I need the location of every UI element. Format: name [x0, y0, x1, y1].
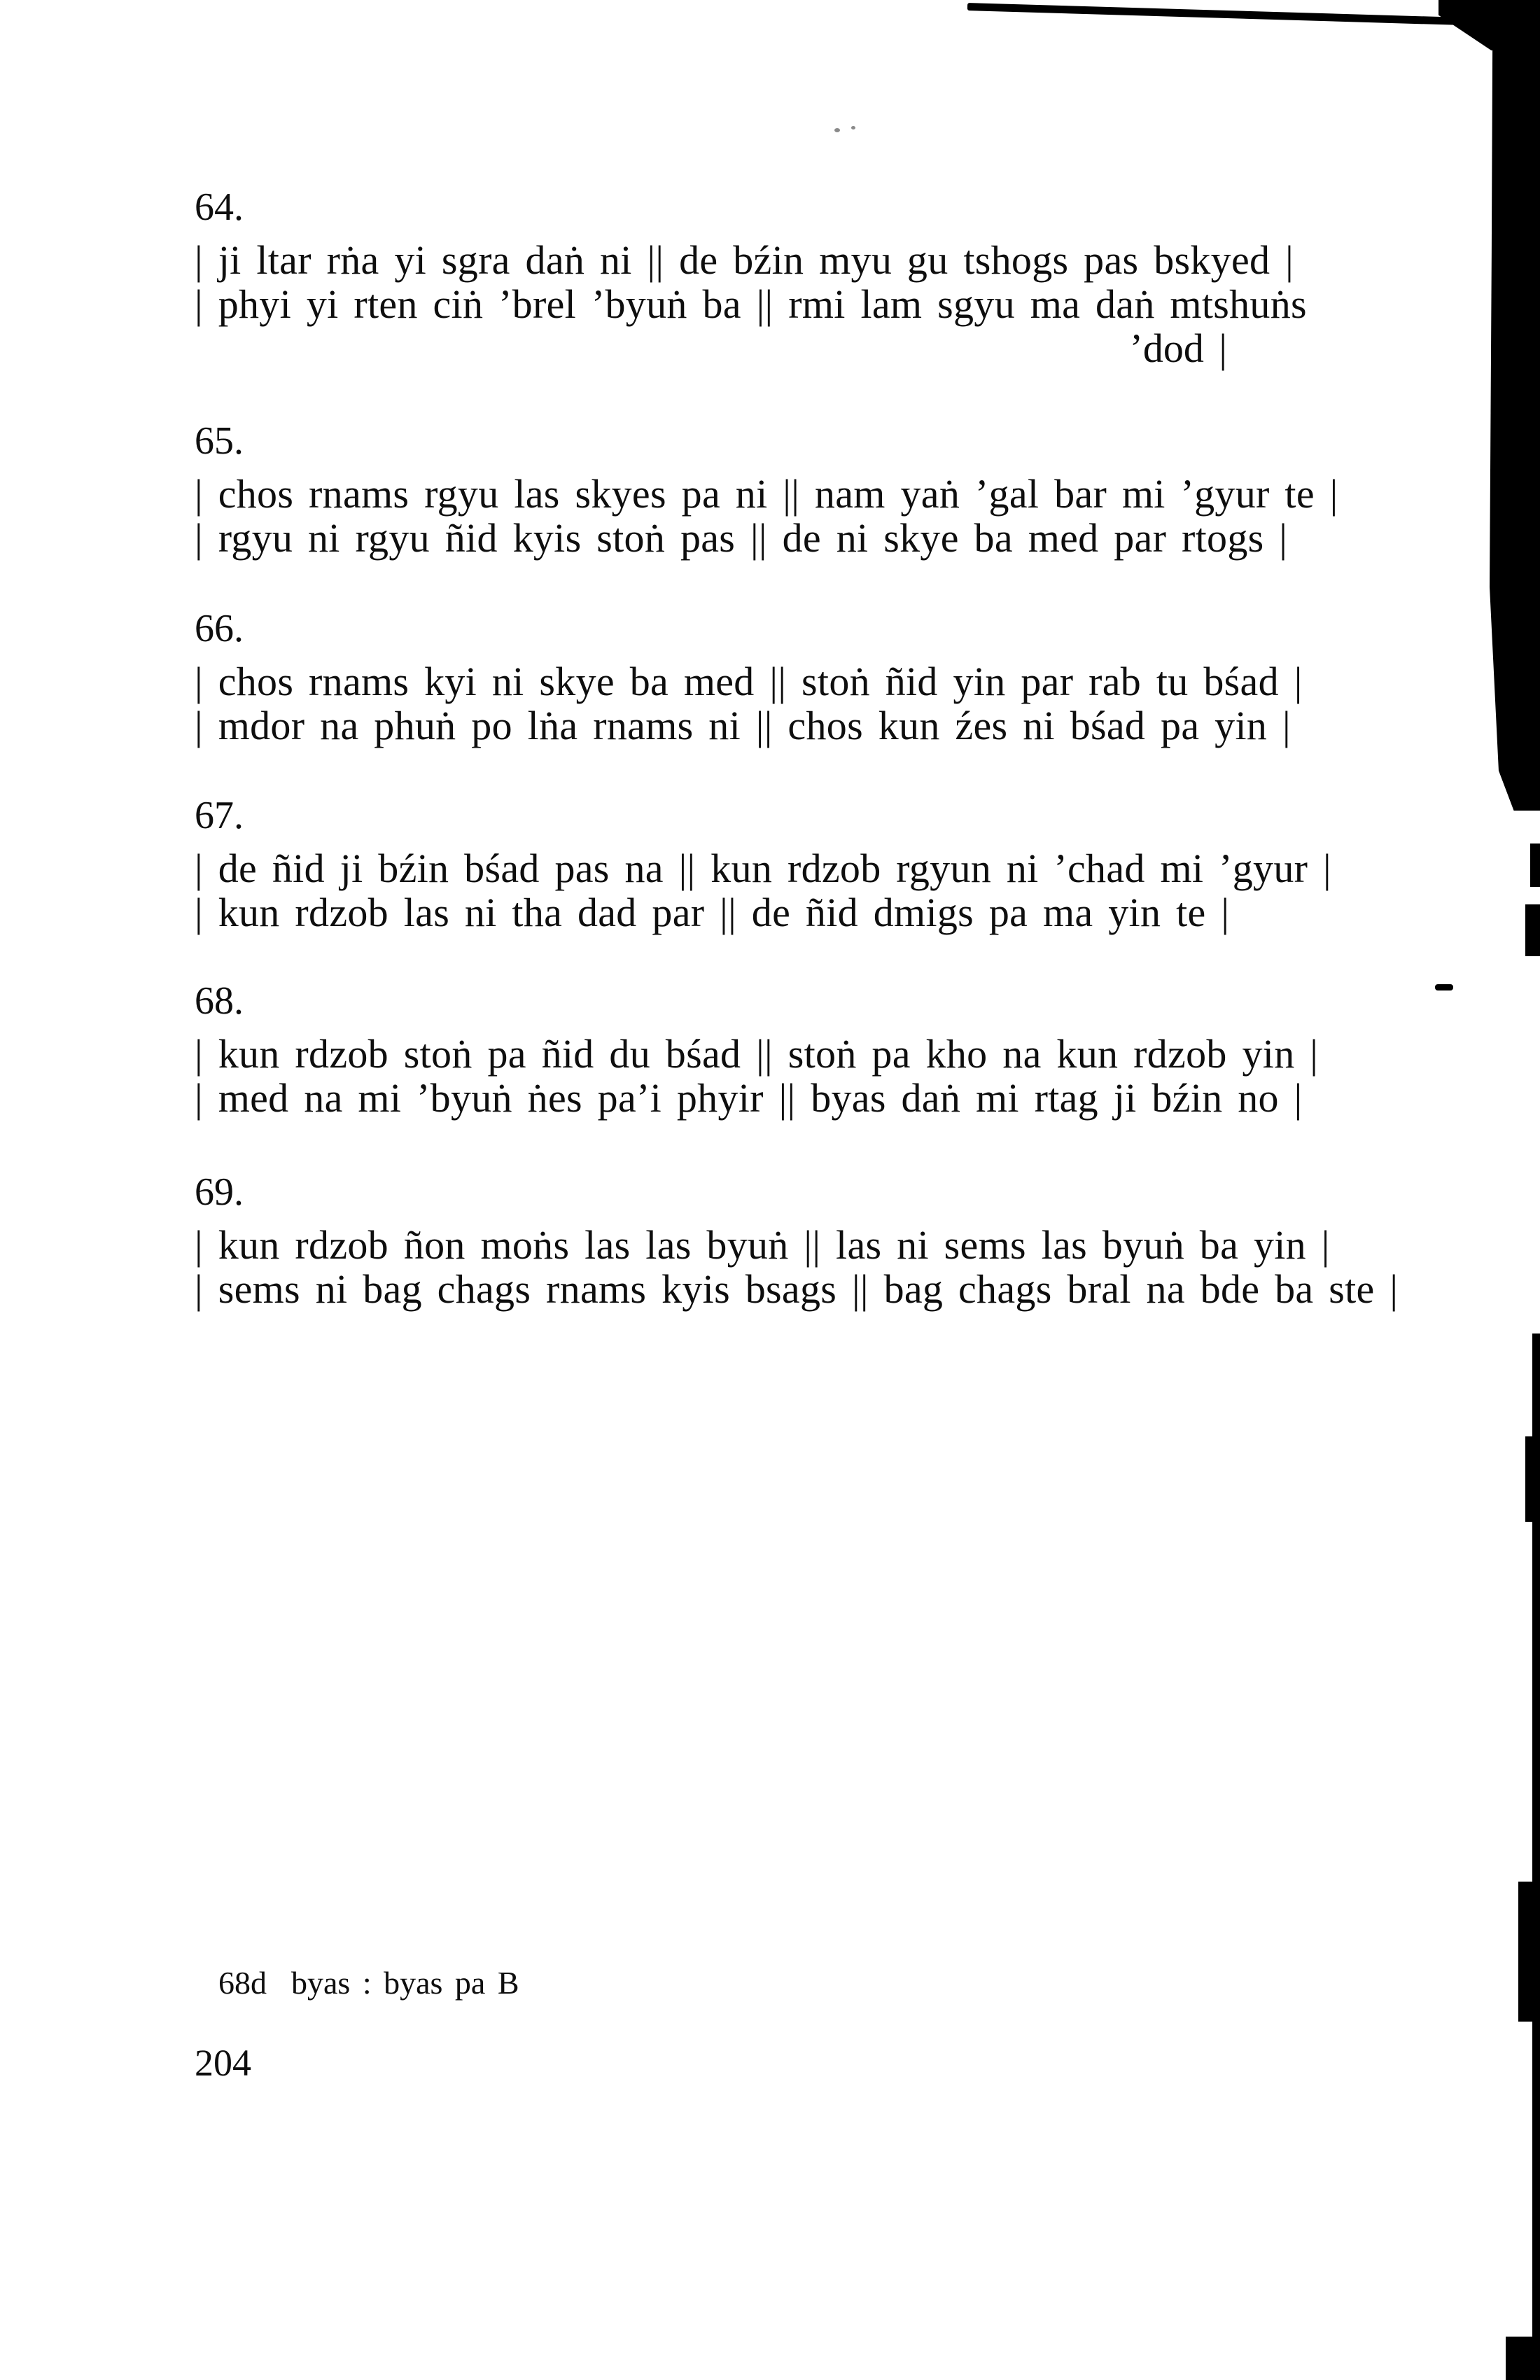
- verse-64: [195, 188, 1371, 370]
- scan-artifact-stray-dash: [1435, 984, 1453, 990]
- verse-line: | chos rnams kyi ni skye ba med || stoṅ ñid yin par rab tu bśad |: [195, 659, 1303, 704]
- verse-number: 69.: [195, 1170, 244, 1214]
- verse-line: | rgyu ni rgyu ñid kyis stoṅ pas || de ni skye ba med par rtogs |: [195, 515, 1288, 561]
- verse-line: | sems ni bag chags rnams kyis bsags || bag chags bral na bde ba ste |: [195, 1266, 1399, 1312]
- verse-69: [195, 1170, 1399, 1312]
- scan-artifact-edge-mark: [1525, 904, 1540, 956]
- verse-continuation-line: ’dod |: [1129, 326, 1227, 371]
- verse-line: | kun rdzob stoṅ pa ñid du bśad || stoṅ pa kho na kun rdzob yin |: [195, 1031, 1319, 1077]
- verse-67: [195, 796, 1371, 934]
- verse-line: | med na mi ’byuṅ ṅes pa’i phyir || byas daṅ mi rtag ji bźin no |: [195, 1075, 1303, 1121]
- scan-artifact-edge-mark: [1518, 1882, 1540, 2022]
- critical-apparatus-footnote: 68d byas : byas pa B: [218, 1965, 519, 2001]
- scan-artifact-edge-mark: [1525, 1436, 1540, 1522]
- scan-artifact-diagonal-streak: [967, 3, 1487, 26]
- verse-65: [195, 421, 1371, 560]
- verse-line: | kun rdzob las ni tha dad par || de ñid dmigs pa ma yin te |: [195, 890, 1230, 935]
- verse-line: | phyi yi rten ciṅ ’brel ’byuṅ ba || rmi lam sgyu ma daṅ mtshuṅs: [195, 281, 1307, 327]
- scan-artifact-speck: [851, 126, 855, 130]
- page-number: 204: [195, 2042, 251, 2084]
- scan-artifact-edge-mark: [1530, 844, 1540, 887]
- verse-number: 67.: [195, 794, 244, 837]
- verse-66: [195, 609, 1371, 748]
- verse-number: 68.: [195, 979, 244, 1023]
- scan-artifact-edge-mark: [1506, 2337, 1540, 2380]
- verse-number: 66.: [195, 607, 244, 650]
- verse-68: [195, 981, 1371, 1120]
- verse-number: 64.: [195, 186, 244, 229]
- verse-line: | de ñid ji bźin bśad pas na || kun rdzob rgyun ni ’chad mi ’gyur |: [195, 846, 1331, 891]
- verse-line: | kun rdzob ñon moṅs las las byuṅ || las ni sems las byuṅ ba yin |: [195, 1222, 1330, 1268]
- verse-line: | ji ltar rṅa yi sgra daṅ ni || de bźin myu gu tshogs pas bskyed |: [195, 237, 1294, 283]
- verse-line: | mdor na phuṅ po lṅa rnams ni || chos kun źes ni bśad pa yin |: [195, 703, 1291, 748]
- verse-number: 65.: [195, 419, 244, 463]
- scan-artifact-speck: [834, 128, 840, 132]
- scan-artifact-right-edge-bar: [1490, 13, 1540, 811]
- verse-line: | chos rnams rgyu las skyes pa ni || nam yaṅ ’gal bar mi ’gyur te |: [195, 471, 1338, 517]
